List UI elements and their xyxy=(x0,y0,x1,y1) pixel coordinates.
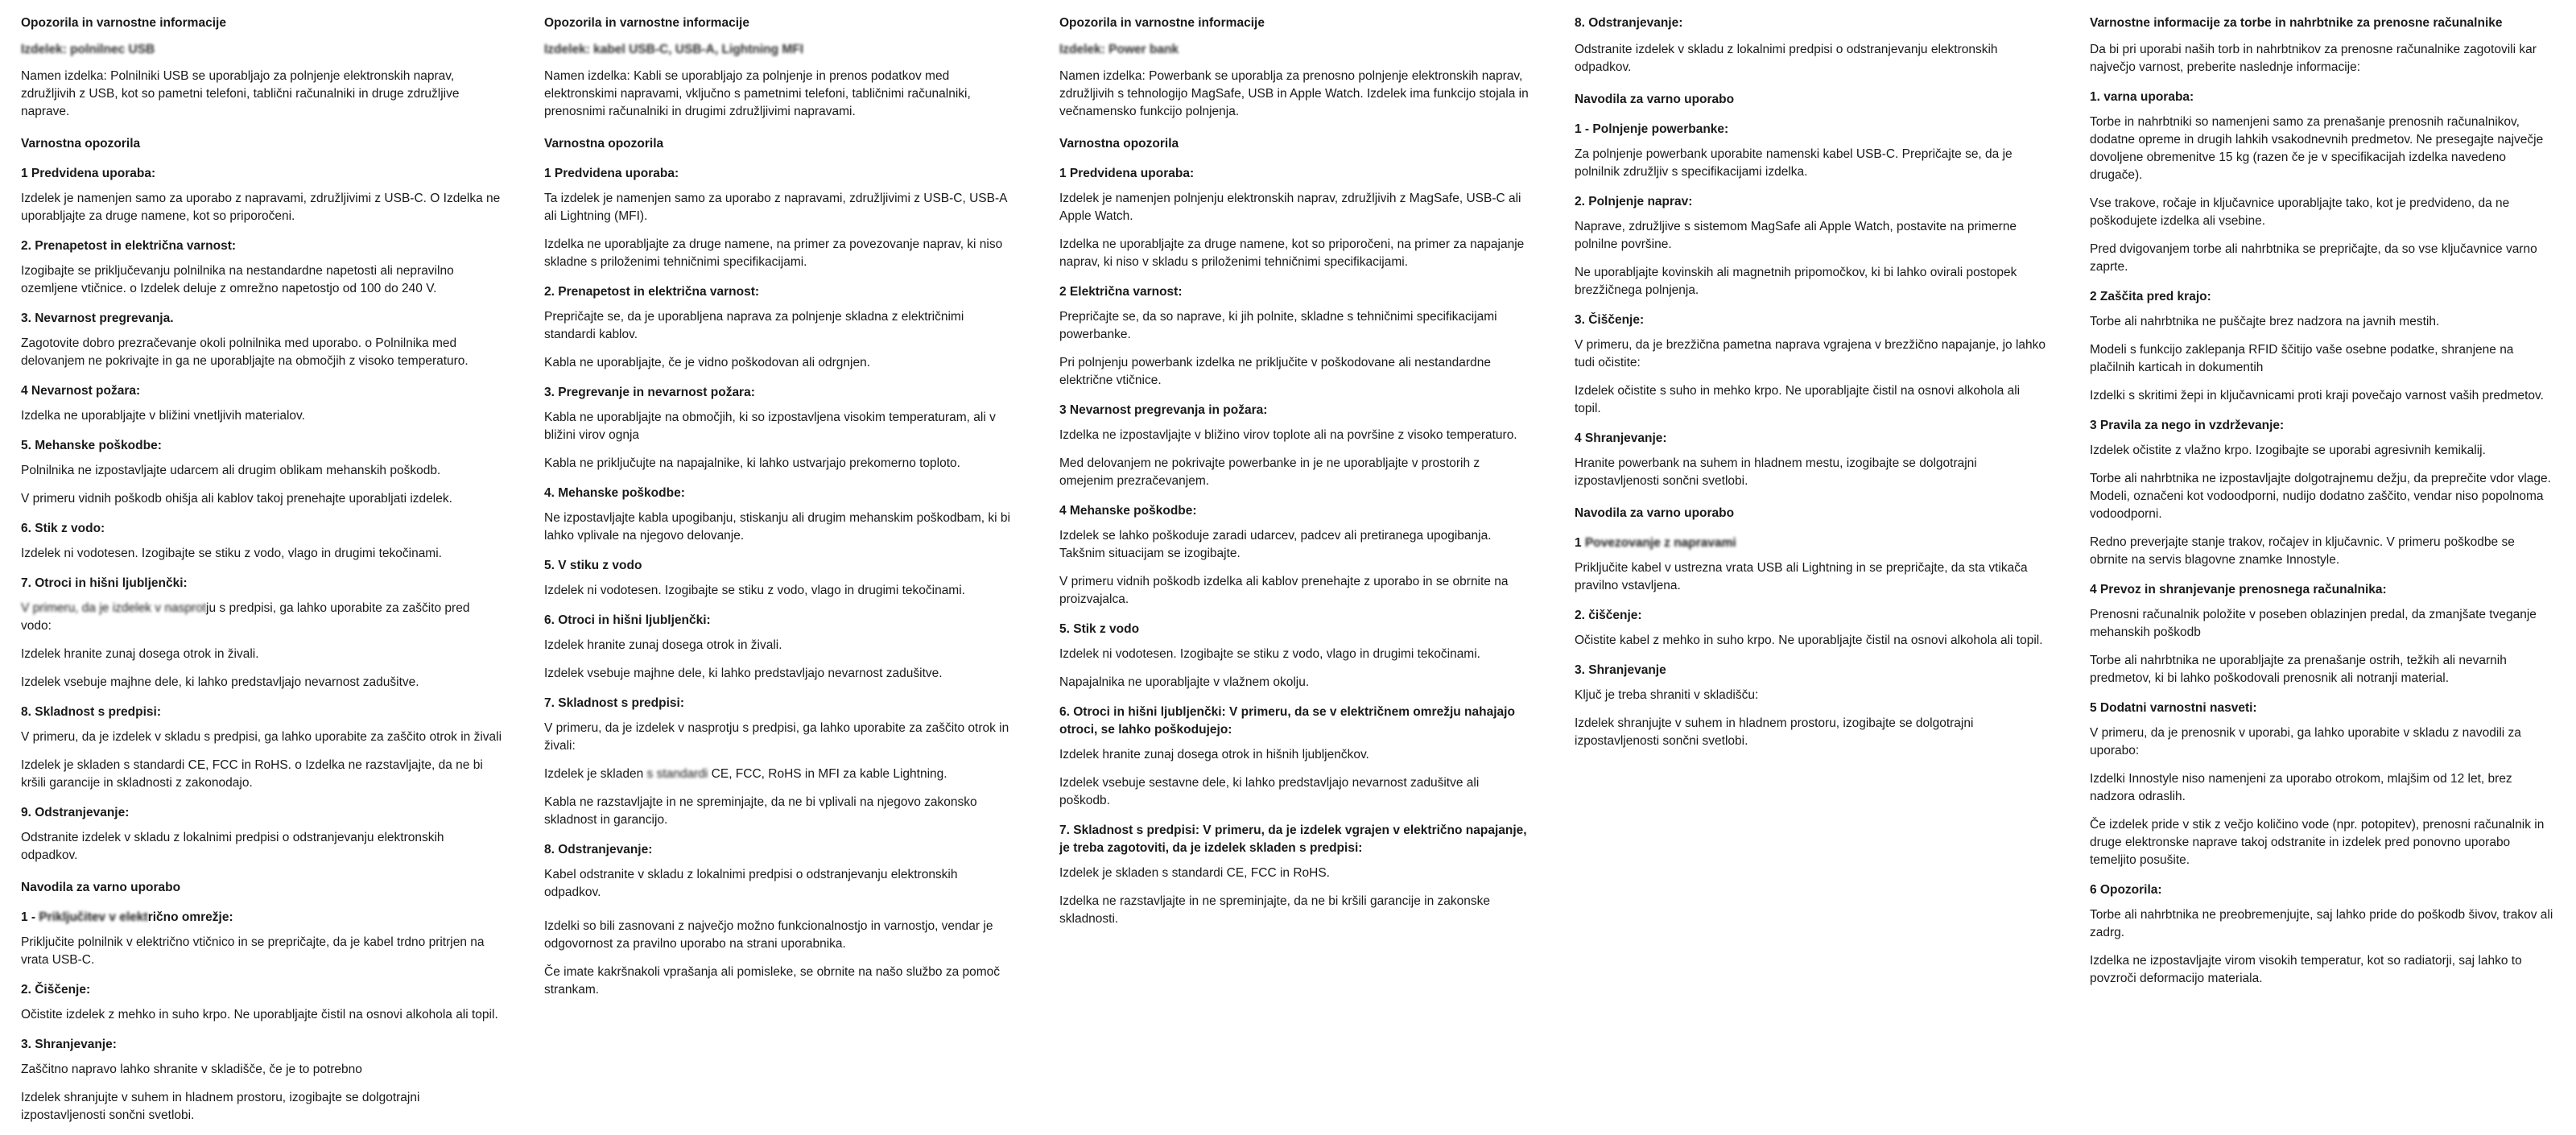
text-sub-heading: 2 Zaščita pred krajo: xyxy=(2090,290,2211,303)
text-paragraph: Če imate kakršnakoli vprašanja ali pomisleke, se obrnite na našo službo za pomoč strankam. xyxy=(544,965,1001,997)
text-sub-heading: 6. Otroci in hišni ljubljenčki: V primeru, da se v električnem omrežju nahajajo otroci, se lahko poškodujejo: xyxy=(1059,705,1515,737)
text-paragraph: Izdelka ne izpostavljajte virom visokih temperatur, kot so radiatorji, saj lahko to povzroči deformacijo materiala. xyxy=(2090,954,2522,985)
text-paragraph: Redno preverjajte stanje trakov, ročajev in ključavnic. V primeru poškodbe se obrnite na servis blagovne znamke Innostyle. xyxy=(2090,535,2515,567)
text-paragraph: Za polnjenje powerbank uporabite namenski kabel USB-C. Prepričajte se, da je polnilnik združljiv s specifikacijami izdelka. xyxy=(1575,147,2013,179)
document-column-5 xyxy=(2069,14,2576,998)
text-sub-heading: 2. čiščenje: xyxy=(1575,609,1642,622)
text-sub-heading: 5. Mehanske poškodbe: xyxy=(21,439,162,452)
text-sub-heading: 6. Stik z vodo: xyxy=(21,522,105,535)
text-sub-heading: 5. Stik z vodo xyxy=(1059,622,1140,636)
text-sub-heading: 1 Povezovanje z napravami xyxy=(1575,536,1736,550)
text-sub-heading: 3. Shranjevanje xyxy=(1575,663,1666,677)
text-paragraph: Torbe ali nahrbtnika ne uporabljajte za prenašanje ostrih, težkih ali nevarnih predmetov, ki bi lahko poškodovali prenosnik ali notranji material. xyxy=(2090,654,2507,685)
text-paragraph: Kabel odstranite v skladu z lokalnimi predpisi o odstranjevanju elektronskih odpadkov. xyxy=(544,868,958,899)
text-paragraph: Izdelek shranjujte v suhem in hladnem prostoru, izogibajte se dolgotrajni izpostavljenosti sončni svetlobi. xyxy=(21,1091,420,1122)
text-paragraph: V primeru, da je brezžična pametna naprava vgrajena v brezžično napajanje, jo lahko tudi očistite: xyxy=(1575,338,2046,369)
text-paragraph: Izdelek hranite zunaj dosega otrok in živali. xyxy=(544,638,782,652)
text-paragraph: Kabla ne uporabljajte, če je vidno poškodovan ali odrgnjen. xyxy=(544,356,871,369)
text-paragraph: Očistite izdelek z mehko in suho krpo. Ne uporabljajte čistil na osnovi alkohola ali topil. xyxy=(21,1008,498,1022)
text-paragraph: Izdelek vsebuje majhne dele, ki lahko predstavljajo nevarnost zadušitve. xyxy=(544,667,943,680)
text-paragraph: Torbe ali nahrbtnika ne puščajte brez nadzora na javnih mestih. xyxy=(2090,315,2440,328)
text-sub-heading: 2. Čiščenje: xyxy=(21,983,91,997)
text-paragraph: Prenosni računalnik položite v poseben oblazinjen predal, da zmanjšate tveganje mehanskih poškodb xyxy=(2090,608,2537,639)
text-paragraph: Torbe ali nahrbtnika ne izpostavljajte dolgotrajnemu dežju, da preprečite vdor vlage. Modeli, označeni kot vodoodporni, nudijo dodatno zaščito, vendar niso popolnoma vodoodporni. xyxy=(2090,472,2551,521)
text-paragraph: Priključite kabel v ustrezna vrata USB ali Lightning in se prepričajte, da sta vtikača pravilno vstavljena. xyxy=(1575,561,2028,592)
text-sub-heading: 1. varna uporaba: xyxy=(2090,90,2194,104)
text-paragraph: Polnilnika ne izpostavljajte udarcem ali drugim oblikam mehanskih poškodb. xyxy=(21,464,441,477)
text-paragraph: Izdelka ne uporabljajte v bližini vnetljivih materialov. xyxy=(21,409,305,423)
text-paragraph: Izdelek je skladen s standardi CE, FCC in RoHS. o Izdelka ne razstavljajte, da ne bi kršili garancije in skladnosti z zakonodajo. xyxy=(21,758,483,790)
text-heading: Opozorila in varnostne informacije xyxy=(544,16,749,30)
text-paragraph: Ta izdelek je namenjen samo za uporabo z napravami, združljivimi z USB-C, USB-A ali Lightning (MFI). xyxy=(544,192,1007,223)
text-paragraph: Da bi pri uporabi naših torb in nahrbtnikov za prenosne računalnike zagotovili kar največjo varnost, preberite naslednje informacije: xyxy=(2090,43,2537,74)
document-column-4 xyxy=(1554,14,2069,761)
text-sub-heading: 4 Shranjevanje: xyxy=(1575,431,1667,445)
text-paragraph: Kabla ne priključujte na napajalnike, ki lahko ustvarjajo prekomerno toploto. xyxy=(544,456,960,470)
text-sub-heading: 3. Shranjevanje: xyxy=(21,1038,117,1051)
document-column-3 xyxy=(1038,14,1554,939)
text-sub-heading: 3. Čiščenje: xyxy=(1575,313,1645,327)
text-product-label: Izdelek: Power bank xyxy=(1059,43,1179,56)
text-paragraph: Odstranite izdelek v skladu z lokalnimi predpisi o odstranjevanju elektronskih odpadkov. xyxy=(1575,43,1998,74)
text-paragraph: Izdelek očistite s suho in mehko krpo. Ne uporabljajte čistil na osnovi alkohola ali topil. xyxy=(1575,384,2021,415)
text-paragraph: Ne uporabljajte kovinskih ali magnetnih pripomočkov, ki bi lahko ovirali postopek brezžičnega polnjenja. xyxy=(1575,266,2017,297)
text-sub-heading: 8. Odstranjevanje: xyxy=(1575,16,1683,30)
text-section-heading: Navodila za varno uporabo xyxy=(1575,506,1735,520)
text-paragraph: Izogibajte se priključevanju polnilnika na nestandardne napetosti ali nepravilno ozemljene vtičnice. o Izdelek deluje z omrežno napetostjo od 100 do 240 V. xyxy=(21,264,454,295)
text-paragraph: Namen izdelka: Powerbank se uporablja za prenosno polnjenje elektronskih naprav, združljivih s tehnologijo MagSafe, USB in Apple Watch. Izdelek ima funkcijo stojala in večnamensko funkcijo polnjenja. xyxy=(1059,69,1529,118)
text-paragraph: Izdelek ni vodotesen. Izogibajte se stiku z vodo, vlago in drugimi tekočinami. xyxy=(544,584,965,597)
text-paragraph: Izdelka ne uporabljajte za druge namene, na primer za povezovanje naprav, ki niso skladne s priloženimi tehničnimi specifikacijami. xyxy=(544,237,1003,269)
text-paragraph: Med delovanjem ne pokrivajte powerbanke in je ne uporabljajte v prostorih z omejenim prezračevanjem. xyxy=(1059,456,1480,488)
text-paragraph: V primeru vidnih poškodb ohišja ali kablov takoj prenehajte uporabljati izdelek. xyxy=(21,492,452,506)
text-sub-heading: 1 Predvidena uporaba: xyxy=(544,167,679,180)
text-paragraph: Izdelka ne razstavljajte in ne spreminjajte, da ne bi kršili garancije in zakonske skladnosti. xyxy=(1059,894,1491,926)
text-paragraph: Namen izdelka: Kabli se uporabljajo za polnjenje in prenos podatkov med elektronskimi napravami, vključno s pametnimi telefoni, tabličnimi računalniki, prenosnimi računalniki in drugimi združljivimi napravami. xyxy=(544,69,971,118)
text-sub-heading: 3 Nevarnost pregrevanja in požara: xyxy=(1059,403,1268,417)
text-sub-heading: 2 Električna varnost: xyxy=(1059,285,1183,299)
text-paragraph: Zagotovite dobro prezračevanje okoli polnilnika med uporabo. o Polnilnika med delovanjem ne pokrivajte in ga ne uporabljajte na območjih z visoko temperaturo. xyxy=(21,336,469,368)
text-sub-heading: 4. Mehanske poškodbe: xyxy=(544,486,685,500)
text-section-heading: Varnostna opozorila xyxy=(544,137,664,151)
text-paragraph: Ključ je treba shraniti v skladišču: xyxy=(1575,688,1759,702)
text-paragraph: Izdelek je namenjen samo za uporabo z napravami, združljivimi z USB-C. O Izdelka ne uporabljajte za druge namene, kot so priporočeni. xyxy=(21,192,501,223)
text-paragraph: Prepričajte se, da so naprave, ki jih polnite, skladne s tehničnimi specifikacijami powerbanke. xyxy=(1059,310,1497,341)
text-sub-heading: 5 Dodatni varnostni nasveti: xyxy=(2090,701,2257,715)
text-paragraph: Izdelka ne uporabljajte za druge namene, kot so priporočeni, na primer za napajanje naprav, ki niso v skladu s priloženimi tehničnimi specifikacijami. xyxy=(1059,237,1525,269)
text-sub-heading: 5. V stiku z vodo xyxy=(544,559,642,572)
text-sub-heading: 1 - Priključitev v električno omrežje: xyxy=(21,910,233,924)
text-paragraph: Pred dvigovanjem torbe ali nahrbtnika se prepričajte, da so vse ključavnice varno zaprte. xyxy=(2090,242,2537,274)
text-paragraph: V primeru, da je izdelek v nasprotju s predpisi, ga lahko uporabite za zaščito otrok in živali: xyxy=(544,721,1009,753)
text-paragraph: Torbe in nahrbtniki so namenjeni samo za prenašanje prenosnih računalnikov, dodatne opreme in drugih lahkih vsakodnevnih predmetov. Ne presegajte največje dovoljene obremenitve 15 kg (razen če je v specifikacijah izdelka navedeno drugače). xyxy=(2090,115,2544,182)
text-product-label: Izdelek: polnilnec USB xyxy=(21,43,155,56)
text-sub-heading: 2. Polnjenje naprav: xyxy=(1575,195,1693,208)
text-sub-heading: 6. Otroci in hišni ljubljenčki: xyxy=(544,613,711,627)
text-paragraph: Priključite polnilnik v električno vtičnico in se prepričajte, da je kabel trdno pritrjen na vrata USB-C. xyxy=(21,935,485,967)
text-section-heading: Navodila za varno uporabo xyxy=(21,881,181,894)
text-paragraph: Izdelek je skladen s standardi CE, FCC, RoHS in MFI za kable Lightning. xyxy=(544,767,947,781)
text-sub-heading: 6 Opozorila: xyxy=(2090,883,2162,897)
text-paragraph: Kabla ne razstavljajte in ne spreminjajte, da ne bi vplivali na njegovo zakonsko skladnost in garancijo. xyxy=(544,795,977,827)
text-sub-heading: 8. Skladnost s predpisi: xyxy=(21,705,161,719)
text-product-label: Izdelek: kabel USB-C, USB-A, Lightning MFI xyxy=(544,43,804,56)
text-paragraph: V primeru, da je izdelek v skladu s predpisi, ga lahko uporabite za zaščito otrok in živali xyxy=(21,730,502,744)
text-heading: Varnostne informacije za torbe in nahrbtnike za prenosne računalnike xyxy=(2090,16,2503,30)
text-paragraph: Izdelek očistite z vlažno krpo. Izogibajte se uporabi agresivnih kemikalij. xyxy=(2090,444,2486,457)
text-sub-heading: 1 - Polnjenje powerbanke: xyxy=(1575,122,1729,136)
text-paragraph: Vse trakove, ročaje in ključavnice uporabljajte tako, kot je predvideno, da ne poškodujete izdelka ali vsebine. xyxy=(2090,196,2510,228)
text-sub-heading: 2. Prenapetost in električna varnost: xyxy=(21,239,237,253)
text-paragraph: Modeli s funkcijo zaklepanja RFID ščitijo vaše osebne podatke, shranjene na plačilnih karticah in dokumentih xyxy=(2090,343,2514,374)
text-sub-heading: 2. Prenapetost in električna varnost: xyxy=(544,285,760,299)
text-paragraph: Namen izdelka: Polnilniki USB se uporabljajo za polnjenje elektronskih naprav, združljivih z USB, kot so pametni telefoni, tablični računalniki in druge združljive naprave. xyxy=(21,69,460,118)
text-paragraph: V primeru vidnih poškodb izdelka ali kablov prenehajte z uporabo in se obrnite na proizvajalca. xyxy=(1059,575,1509,606)
text-section-heading: Varnostna opozorila xyxy=(21,137,141,151)
text-paragraph: Ne izpostavljajte kabla upogibanju, stiskanju ali drugim mehanskim poškodbam, ki bi lahko vplivale na njegovo delovanje. xyxy=(544,511,1010,543)
document-column-1 xyxy=(0,14,523,1135)
text-paragraph: V primeru, da je izdelek v nasprotju s predpisi, ga lahko uporabite za zaščito pred vodo: xyxy=(21,601,470,633)
text-paragraph: V primeru, da je prenosnik v uporabi, ga lahko uporabite v skladu z navodili za uporabo: xyxy=(2090,726,2521,757)
text-paragraph: Izdelek vsebuje sestavne dele, ki lahko predstavljajo nevarnost zadušitve ali poškodb. xyxy=(1059,776,1480,807)
text-heading: Opozorila in varnostne informacije xyxy=(1059,16,1265,30)
text-paragraph: Izdelek shranjujte v suhem in hladnem prostoru, izogibajte se dolgotrajni izpostavljenosti sončni svetlobi. xyxy=(1575,716,1974,748)
text-paragraph: Napajalnika ne uporabljajte v vlažnem okolju. xyxy=(1059,675,1310,689)
text-paragraph: Izdelek hranite zunaj dosega otrok in živali. xyxy=(21,647,259,661)
text-sub-heading: 7. Otroci in hišni ljubljenčki: xyxy=(21,576,188,590)
text-sub-heading: 3 Pravila za nego in vzdrževanje: xyxy=(2090,419,2285,432)
text-section-heading: Navodila za varno uporabo xyxy=(1575,93,1735,106)
document-column-2 xyxy=(523,14,1038,1009)
text-heading: Opozorila in varnostne informacije xyxy=(21,16,226,30)
text-paragraph: Prepričajte se, da je uporabljena naprava za polnjenje skladna z električnimi standardi kablov. xyxy=(544,310,964,341)
text-paragraph: Izdelek je skladen s standardi CE, FCC in RoHS. xyxy=(1059,866,1330,880)
text-paragraph: Izdelek se lahko poškoduje zaradi udarcev, padcev ali pretiranega upogibanja. Takšnim situacijam se izogibajte. xyxy=(1059,529,1492,560)
text-paragraph: Izdelek je namenjen polnjenju elektronskih naprav, združljivih z MagSafe, USB-C ali Apple Watch. xyxy=(1059,192,1521,223)
text-sub-heading: 9. Odstranjevanje: xyxy=(21,806,130,819)
text-paragraph: Izdelek ni vodotesen. Izogibajte se stiku z vodo, vlago in drugimi tekočinami. xyxy=(21,547,442,560)
text-paragraph: Izdelki Innostyle niso namenjeni za uporabo otrokom, mlajšim od 12 let, brez nadzora odraslih. xyxy=(2090,772,2512,803)
text-paragraph: Hranite powerbank na suhem in hladnem mestu, izogibajte se dolgotrajni izpostavljenosti sončni svetlobi. xyxy=(1575,456,1977,488)
text-paragraph: Kabla ne uporabljajte na območjih, ki so izpostavljena visokim temperaturam, ali v bližini virov ognja xyxy=(544,411,996,442)
text-sub-heading: 4 Mehanske poškodbe: xyxy=(1059,504,1197,518)
text-paragraph: Izdelki so bili zasnovani z največjo možno funkcionalnostjo in varnostjo, vendar je odgovornost za pravilno uporabo na strani uporabnika. xyxy=(544,919,993,951)
text-paragraph: Pri polnjenju powerbank izdelka ne priključite v poškodovane ali nestandardne električne vtičnice. xyxy=(1059,356,1491,387)
text-sub-heading: 7. Skladnost s predpisi: xyxy=(544,696,684,710)
text-paragraph: Torbe ali nahrbtnika ne preobremenjujte, saj lahko pride do poškodb šivov, trakov ali zadrg. xyxy=(2090,908,2553,939)
text-paragraph: Izdelki s skritimi žepi in ključavnicami proti kraji povečajo varnost vaših predmetov. xyxy=(2090,389,2544,402)
text-paragraph: Izdelek vsebuje majhne dele, ki lahko predstavljajo nevarnost zadušitve. xyxy=(21,675,419,689)
text-sub-heading: 4 Nevarnost požara: xyxy=(21,384,141,398)
text-section-heading: Varnostna opozorila xyxy=(1059,137,1179,151)
text-paragraph: Očistite kabel z mehko in suho krpo. Ne uporabljajte čistil na osnovi alkohola ali topil. xyxy=(1575,634,2043,647)
text-sub-heading: 1 Predvidena uporaba: xyxy=(21,167,156,180)
text-paragraph: Odstranite izdelek v skladu z lokalnimi predpisi o odstranjevanju elektronskih odpadkov. xyxy=(21,831,444,862)
text-sub-heading: 1 Predvidena uporaba: xyxy=(1059,167,1195,180)
text-sub-heading: 7. Skladnost s predpisi: V primeru, da je izdelek vgrajen v električno napajanje, je treba zagotoviti, da je izdelek skladen s predpisi: xyxy=(1059,823,1527,855)
text-paragraph: Izdelek hranite zunaj dosega otrok in hišnih ljubljenčkov. xyxy=(1059,748,1369,761)
text-sub-heading: 3. Pregrevanje in nevarnost požara: xyxy=(544,386,755,399)
text-paragraph: Naprave, združljive s sistemom MagSafe ali Apple Watch, postavite na primerne polnilne površine. xyxy=(1575,220,2017,251)
text-sub-heading: 4 Prevoz in shranjevanje prenosnega računalnika: xyxy=(2090,583,2387,596)
text-paragraph: Zaščitno napravo lahko shranite v skladišče, če je to potrebno xyxy=(21,1063,362,1076)
text-paragraph: Če izdelek pride v stik z večjo količino vode (npr. potopitev), prenosni računalnik in druge elektronske naprave takoj odstranite in izdelek pred ponovno uporabo temeljito posušite. xyxy=(2090,818,2545,867)
text-sub-heading: 8. Odstranjevanje: xyxy=(544,843,653,856)
text-paragraph: Izdelek ni vodotesen. Izogibajte se stiku z vodo, vlago in drugimi tekočinami. xyxy=(1059,647,1480,661)
text-sub-heading: 3. Nevarnost pregrevanja. xyxy=(21,312,174,325)
text-paragraph: Izdelka ne izpostavljajte v bližino virov toplote ali na površine z visoko temperaturo. xyxy=(1059,428,1517,442)
